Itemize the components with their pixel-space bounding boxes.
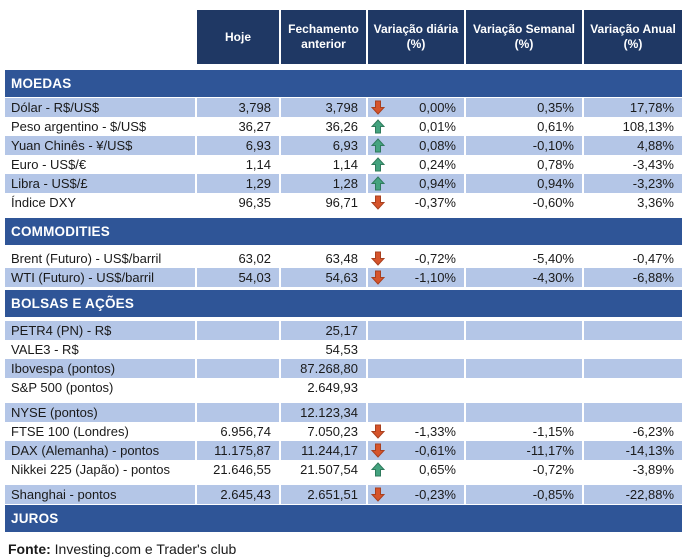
row-label: FTSE 100 (Londres): [5, 422, 195, 441]
cell-variacao-diaria: [368, 136, 464, 155]
cell-hoje: 63,02: [197, 249, 279, 268]
row-label: PETR4 (PN) - R$: [5, 321, 195, 340]
column-header-4: Variação Semanal (%): [466, 10, 582, 64]
row-label: Ibovespa (pontos): [5, 359, 195, 378]
row-label: Shanghai - pontos: [5, 485, 195, 504]
cell-variacao-diaria: [368, 321, 464, 340]
cell-hoje: 2.645,43: [197, 485, 279, 504]
cell-variacao-anual: -6,88%: [584, 268, 682, 287]
variacao-diaria-value: 0,00%: [419, 100, 456, 115]
cell-variacao-anual: -3,43%: [584, 155, 682, 174]
down-arrow-icon: [371, 100, 385, 115]
cell-fechamento-anterior: 6,93: [281, 136, 366, 155]
table-row: [5, 403, 682, 422]
cell-fechamento-anterior: 2.651,51: [281, 485, 366, 504]
cell-variacao-semanal: -1,15%: [466, 422, 582, 441]
table-row: [5, 249, 682, 268]
cell-variacao-semanal: [466, 340, 582, 359]
cell-variacao-anual: [584, 359, 682, 378]
cell-hoje: [197, 321, 279, 340]
cell-hoje: [197, 340, 279, 359]
cell-variacao-diaria: [368, 460, 464, 479]
cell-variacao-anual: -22,88%: [584, 485, 682, 504]
cell-fechamento-anterior: 36,26: [281, 117, 366, 136]
cell-fechamento-anterior: 21.507,54: [281, 460, 366, 479]
cell-fechamento-anterior: 63,48: [281, 249, 366, 268]
row-label: S&P 500 (pontos): [5, 378, 195, 397]
cell-hoje: 11.175,87: [197, 441, 279, 460]
column-header-row: [5, 10, 682, 64]
cell-fechamento-anterior: 54,53: [281, 340, 366, 359]
cell-variacao-semanal: [466, 359, 582, 378]
row-label: Nikkei 225 (Japão) - pontos: [5, 460, 195, 479]
table-row: [5, 268, 682, 287]
down-arrow-icon: [371, 443, 385, 458]
row-label: Euro - US$/€: [5, 155, 195, 174]
variacao-diaria-value: -1,10%: [414, 270, 456, 285]
cell-variacao-diaria: [368, 268, 464, 287]
cell-variacao-semanal: -0,85%: [466, 485, 582, 504]
cell-variacao-semanal: -0,10%: [466, 136, 582, 155]
cell-variacao-diaria: [368, 359, 464, 378]
variacao-diaria-value: 0,65%: [419, 462, 456, 477]
down-arrow-icon: [371, 251, 385, 266]
table-row: [5, 460, 682, 479]
cell-variacao-diaria: [368, 193, 464, 212]
section-header-juros: JUROS: [5, 505, 682, 532]
cell-variacao-diaria: [368, 98, 464, 117]
variacao-diaria-value: 0,24%: [419, 157, 456, 172]
cell-fechamento-anterior: 96,71: [281, 193, 366, 212]
source-text: Investing.com e Trader's club: [50, 541, 237, 557]
up-arrow-icon: [371, 138, 385, 153]
cell-variacao-semanal: 0,94%: [466, 174, 582, 193]
cell-fechamento-anterior: 3,798: [281, 98, 366, 117]
table-row: [5, 174, 682, 193]
down-arrow-icon: [371, 487, 385, 502]
table-row: [5, 321, 682, 340]
cell-variacao-semanal: [466, 403, 582, 422]
cell-variacao-diaria: [368, 422, 464, 441]
cell-fechamento-anterior: 11.244,17: [281, 441, 366, 460]
cell-variacao-anual: 108,13%: [584, 117, 682, 136]
variacao-diaria-value: 0,08%: [419, 138, 456, 153]
up-arrow-icon: [371, 462, 385, 477]
cell-hoje: 36,27: [197, 117, 279, 136]
cell-variacao-semanal: -0,72%: [466, 460, 582, 479]
cell-hoje: 54,03: [197, 268, 279, 287]
cell-variacao-anual: -3,89%: [584, 460, 682, 479]
column-header-5: Variação Anual (%): [584, 10, 682, 64]
cell-variacao-semanal: 0,61%: [466, 117, 582, 136]
row-label: NYSE (pontos): [5, 403, 195, 422]
cell-variacao-semanal: -11,17%: [466, 441, 582, 460]
row-label: Dólar - R$/US$: [5, 98, 195, 117]
cell-variacao-anual: -3,23%: [584, 174, 682, 193]
cell-variacao-diaria: [368, 403, 464, 422]
down-arrow-icon: [371, 195, 385, 210]
market-table: [5, 10, 682, 532]
cell-variacao-diaria: [368, 155, 464, 174]
cell-variacao-diaria: [368, 340, 464, 359]
cell-hoje: 6.956,74: [197, 422, 279, 441]
cell-variacao-diaria: [368, 378, 464, 397]
cell-variacao-semanal: -5,40%: [466, 249, 582, 268]
row-label: Brent (Futuro) - US$/barril: [5, 249, 195, 268]
cell-variacao-diaria: [368, 485, 464, 504]
cell-variacao-semanal: -0,60%: [466, 193, 582, 212]
cell-fechamento-anterior: 1,14: [281, 155, 366, 174]
cell-hoje: 21.646,55: [197, 460, 279, 479]
cell-variacao-anual: [584, 321, 682, 340]
column-header-1: Hoje: [197, 10, 279, 64]
section-header-bolsas-e-a-es: BOLSAS E AÇÕES: [5, 290, 682, 317]
cell-hoje: 96,35: [197, 193, 279, 212]
row-label: VALE3 - R$: [5, 340, 195, 359]
up-arrow-icon: [371, 176, 385, 191]
cell-hoje: [197, 359, 279, 378]
variacao-diaria-value: 0,94%: [419, 176, 456, 191]
table-row: [5, 98, 682, 117]
variacao-diaria-value: 0,01%: [419, 119, 456, 134]
table-row: [5, 193, 682, 212]
variacao-diaria-value: -0,37%: [414, 195, 456, 210]
table-row: [5, 155, 682, 174]
cell-variacao-anual: -0,47%: [584, 249, 682, 268]
cell-variacao-semanal: [466, 321, 582, 340]
cell-hoje: [197, 378, 279, 397]
variacao-diaria-value: -0,72%: [414, 251, 456, 266]
cell-variacao-diaria: [368, 117, 464, 136]
row-label: Yuan Chinês - ¥/US$: [5, 136, 195, 155]
table-row: [5, 378, 682, 397]
row-label: Índice DXY: [5, 193, 195, 212]
cell-variacao-diaria: [368, 174, 464, 193]
cell-hoje: 1,14: [197, 155, 279, 174]
cell-fechamento-anterior: 2.649,93: [281, 378, 366, 397]
table-row: [5, 441, 682, 460]
down-arrow-icon: [371, 424, 385, 439]
cell-variacao-anual: [584, 378, 682, 397]
cell-variacao-anual: -14,13%: [584, 441, 682, 460]
cell-variacao-anual: 4,88%: [584, 136, 682, 155]
cell-variacao-anual: 3,36%: [584, 193, 682, 212]
row-label: DAX (Alemanha) - pontos: [5, 441, 195, 460]
cell-fechamento-anterior: 7.050,23: [281, 422, 366, 441]
cell-variacao-semanal: 0,35%: [466, 98, 582, 117]
cell-variacao-anual: [584, 340, 682, 359]
cell-fechamento-anterior: 87.268,80: [281, 359, 366, 378]
header-corner: [5, 10, 195, 64]
cell-fechamento-anterior: 12.123,34: [281, 403, 366, 422]
table-row: [5, 359, 682, 378]
cell-hoje: 6,93: [197, 136, 279, 155]
column-header-2: Fechamento anterior: [281, 10, 366, 64]
cell-hoje: 1,29: [197, 174, 279, 193]
source-label: Fonte:: [8, 541, 51, 557]
table-row: [5, 136, 682, 155]
section-header-commodities: COMMODITIES: [5, 218, 682, 245]
row-label: Peso argentino - $/US$: [5, 117, 195, 136]
cell-variacao-diaria: [368, 249, 464, 268]
variacao-diaria-value: -0,23%: [414, 487, 456, 502]
cell-variacao-semanal: -4,30%: [466, 268, 582, 287]
cell-hoje: [197, 403, 279, 422]
cell-fechamento-anterior: 1,28: [281, 174, 366, 193]
table-row: [5, 117, 682, 136]
variacao-diaria-value: -0,61%: [414, 443, 456, 458]
down-arrow-icon: [371, 270, 385, 285]
cell-fechamento-anterior: 54,63: [281, 268, 366, 287]
table-row: [5, 422, 682, 441]
table-row: [5, 340, 682, 359]
cell-variacao-diaria: [368, 441, 464, 460]
up-arrow-icon: [371, 119, 385, 134]
row-label: Libra - US$/£: [5, 174, 195, 193]
column-header-3: Variação diária (%): [368, 10, 464, 64]
row-label: WTI (Futuro) - US$/barril: [5, 268, 195, 287]
variacao-diaria-value: -1,33%: [414, 424, 456, 439]
table-row: [5, 485, 682, 504]
cell-variacao-anual: 17,78%: [584, 98, 682, 117]
cell-hoje: 3,798: [197, 98, 279, 117]
cell-variacao-semanal: [466, 378, 582, 397]
up-arrow-icon: [371, 157, 385, 172]
cell-fechamento-anterior: 25,17: [281, 321, 366, 340]
cell-variacao-anual: -6,23%: [584, 422, 682, 441]
cell-variacao-anual: [584, 403, 682, 422]
cell-variacao-semanal: 0,78%: [466, 155, 582, 174]
section-header-moedas: MOEDAS: [5, 70, 682, 97]
